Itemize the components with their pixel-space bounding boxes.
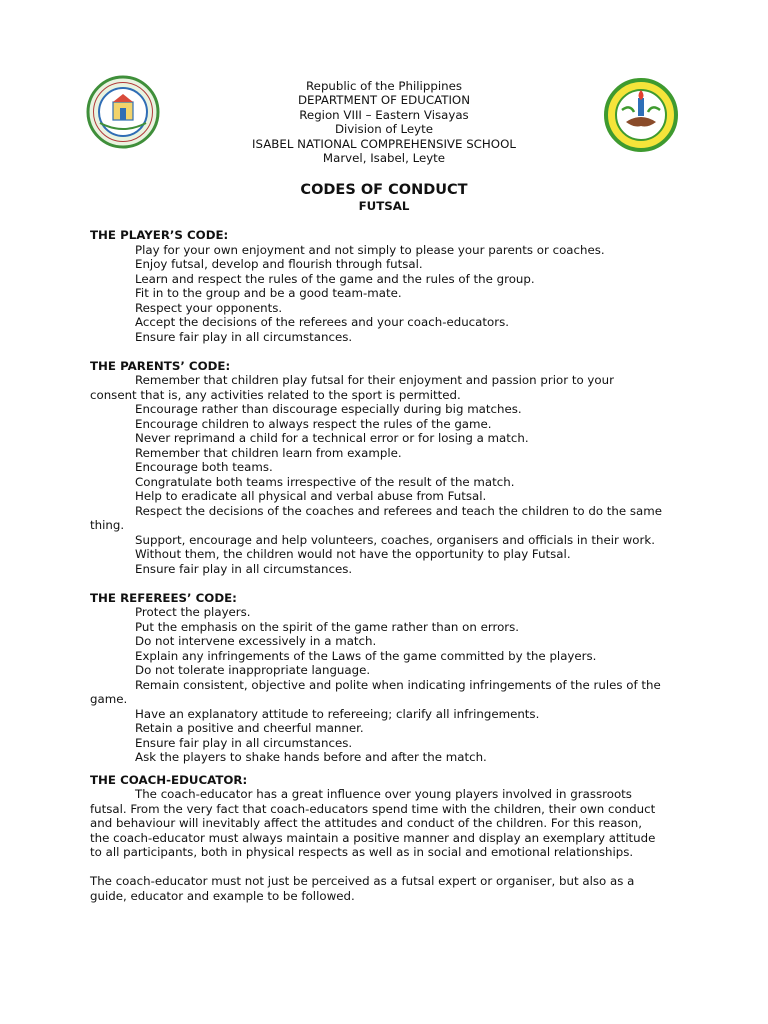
coach-paragraph-line: The coach-educator must not just be perceived as a futsal expert or organiser, but also as a — [90, 874, 635, 888]
parents-code-item: Congratulate both teams irrespective of the result of the match. — [135, 474, 515, 489]
referees-code-item: Put the emphasis on the spirit of the game rather than on errors. — [135, 619, 520, 634]
referees-code-item: Ask the players to shake hands before and after the match. — [135, 750, 487, 764]
letterhead-line: Division of Leyte — [334, 122, 434, 137]
coach-paragraph-line: the coach-educator must always maintain a positive manner and display an exemplary attitude — [90, 830, 656, 845]
players-code-item: Learn and respect the rules of the game and the rules of the group. — [135, 271, 535, 286]
parents-code-item: Encourage children to always respect the rules of the game. — [135, 416, 492, 431]
parents-code-item: Respect the decisions of the coaches and referees and teach the children to do the same — [135, 503, 663, 518]
parents-code-item: Never reprimand a child for a technical error or for losing a match. — [135, 431, 529, 445]
letterhead — [180, 79, 588, 165]
players-code-item: Accept the decisions of the referees and your coach-educators. — [135, 315, 509, 329]
letterhead-line: Marvel, Isabel, Leyte — [322, 151, 446, 166]
referees-code-heading: THE REFEREES’ CODE: — [90, 590, 237, 605]
parents-code-item-continued: thing. — [90, 518, 125, 532]
coach-paragraph-line: futsal. From the very fact that coach-educators spend time with the children, their own conduct — [90, 801, 656, 816]
parents-code-item: Remember that children play futsal for their enjoyment and passion prior to your — [135, 373, 614, 387]
coach-paragraph-line: and behaviour will inevitably affect the attitudes and conduct of the children. For this reason, — [90, 816, 643, 830]
parents-code-item: Encourage both teams. — [135, 460, 273, 474]
referees-code-item: Protect the players. — [135, 605, 251, 619]
letterhead-line: Region VIII – Eastern Visayas — [299, 107, 469, 122]
referees-code-item: Explain any infringements of the Laws of the game committed by the players. — [135, 648, 597, 663]
referees-code-item: Do not intervene excessively in a match. — [135, 634, 377, 648]
parents-code-item-continued: consent that is, any activities related to the sport is permitted. — [90, 387, 461, 402]
referees-code-item-continued: game. — [90, 692, 128, 706]
parents-code-item: Remember that children learn from example. — [135, 445, 402, 460]
letterhead-line: ISABEL NATIONAL COMPREHENSIVE SCHOOL — [252, 136, 516, 151]
players-code-item: Ensure fair play in all circumstances. — [135, 329, 353, 344]
referees-code-item: Have an explanatory attitude to refereeing; clarify all infringements. — [135, 706, 540, 721]
coach-paragraph-line: to all participants, both in physical respects as well as in social and emotional relationships. — [90, 845, 634, 859]
letterhead-line: DEPARTMENT OF EDUCATION — [297, 93, 471, 108]
referees-code-item: Retain a positive and cheerful manner. — [135, 721, 364, 735]
letterhead-line: Republic of the Philippines — [306, 79, 462, 93]
document-body — [90, 228, 690, 903]
players-code-item: Enjoy futsal, develop and flourish through futsal. — [135, 257, 423, 271]
referees-code-item: Do not tolerate inappropriate language. — [135, 663, 371, 677]
parents-code-item: Encourage rather than discourage especially during big matches. — [135, 402, 522, 416]
parents-code-heading: THE PARENTS’ CODE: — [90, 358, 231, 373]
referees-code-item: Remain consistent, objective and polite when indicating infringements of the rules of the — [135, 677, 661, 692]
document-subtitle: FUTSAL — [358, 199, 410, 213]
coach-paragraph-line: The coach-educator has a great influence over young players involved in grassroots — [135, 787, 632, 801]
players-code-item: Fit in to the group and be a good team-mate. — [135, 286, 402, 300]
parents-code-item: Ensure fair play in all circumstances. — [135, 561, 353, 576]
players-code-heading: THE PLAYER’S CODE: — [90, 228, 229, 242]
coach-educator-heading: THE COACH-EDUCATOR: — [90, 772, 248, 787]
project-seal-logo — [604, 78, 678, 152]
players-code-item: Play for your own enjoyment and not simply to please your parents or coaches. — [135, 242, 605, 257]
players-code-item: Respect your opponents. — [135, 300, 283, 315]
coach-paragraph-line: guide, educator and example to be followed. — [90, 888, 355, 903]
referees-code-item: Ensure fair play in all circumstances. — [135, 735, 353, 750]
school-seal-logo — [86, 75, 160, 149]
parents-code-item: Help to eradicate all physical and verbal abuse from Futsal. — [135, 489, 487, 503]
document-title: CODES OF CONDUCT — [300, 182, 468, 198]
parents-code-item: Support, encourage and help volunteers, coaches, organisers and officials in their work. — [135, 532, 655, 547]
parents-code-item: Without them, the children would not have the opportunity to play Futsal. — [135, 547, 571, 561]
